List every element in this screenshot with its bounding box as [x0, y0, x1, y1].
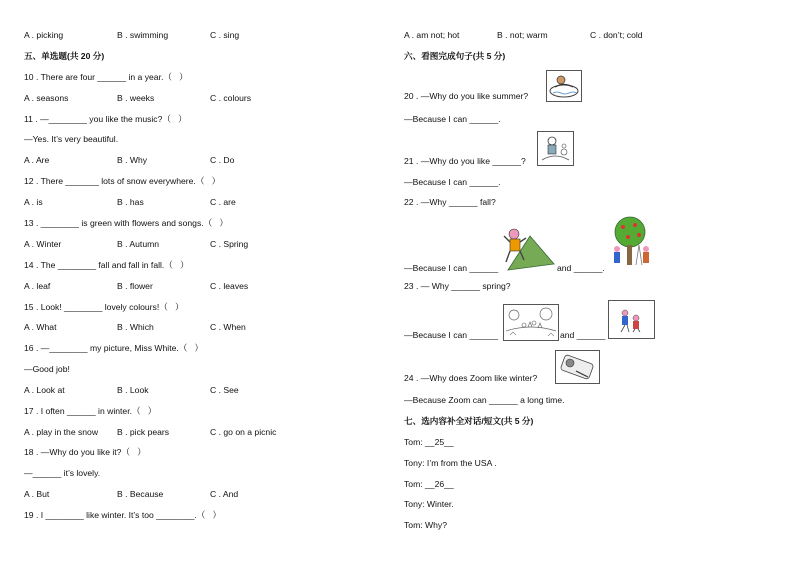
dialog-line: Tom: Why? — [404, 520, 447, 530]
q15-text: 15 . Look! ________ lovely colours!（ ） — [24, 302, 184, 312]
dialog-line: Tony: I’m from the USA . — [404, 458, 497, 468]
q12-option-a[interactable]: A . is — [24, 197, 43, 207]
q17-text: 17 . I often ______ in winter.（ ） — [24, 406, 157, 416]
q23-reply-and: and ______ — [560, 330, 606, 340]
climbing-picture — [500, 224, 556, 272]
dialog-line: Tony: Winter. — [404, 499, 454, 509]
q15-option-a[interactable]: A . What — [24, 322, 57, 332]
q18-text: 18 . —Why do you like it?（ ） — [24, 447, 146, 457]
section-7-heading: 七、选内容补全对话/短文(共 5 分) — [404, 416, 534, 426]
q16-text: 16 . —________ my picture, Miss White.（ ） — [24, 343, 204, 353]
q16-option-b[interactable]: B . Look — [117, 385, 149, 395]
section-5-heading: 五、单选题(共 20 分) — [24, 51, 105, 61]
q13-option-a[interactable]: A . Winter — [24, 239, 62, 249]
q21-text: 21 . —Why do you like ______? — [404, 156, 526, 166]
swimming-picture — [546, 70, 582, 102]
q18-reply: —______ it’s lovely. — [24, 468, 101, 478]
q20-text: 20 . —Why do you like summer? — [404, 91, 529, 101]
q24-reply: —Because Zoom can ______ a long time. — [404, 395, 565, 405]
q9-option-a[interactable]: A . picking — [24, 30, 64, 40]
q22-text: 22 . —Why ______ fall? — [404, 197, 496, 207]
dialog-line: Tom: __26__ — [404, 479, 454, 489]
spring-picnic-picture — [503, 304, 559, 341]
q19-option-c[interactable]: C . don’t; cold — [590, 30, 643, 40]
q11-reply: —Yes. It’s very beautiful. — [24, 134, 119, 144]
q9-option-c[interactable]: C . sing — [210, 30, 240, 40]
q10-text: 10 . There are four ______ in a year.（ ） — [24, 72, 188, 82]
q12-text: 12 . There _______ lots of snow everywhere.（ ） — [24, 176, 221, 186]
q21-reply: —Because I can ______. — [404, 177, 501, 187]
q14-text: 14 . The ________ fall and fall in fall.（ ） — [24, 260, 189, 270]
q14-option-c[interactable]: C . leaves — [210, 281, 249, 291]
q10-option-a[interactable]: A . seasons — [24, 93, 69, 103]
picking-apples-picture — [608, 215, 656, 270]
q18-option-a[interactable]: A . But — [24, 489, 50, 499]
q16-reply: —Good job! — [24, 364, 70, 374]
q10-option-b[interactable]: B . weeks — [117, 93, 155, 103]
section-6-heading: 六、看图完成句子(共 5 分) — [404, 51, 506, 61]
q15-option-c[interactable]: C . When — [210, 322, 246, 332]
q10-option-c[interactable]: C . colours — [210, 93, 252, 103]
q14-option-b[interactable]: B . flower — [117, 281, 153, 291]
q22-reply: —Because I can ______ — [404, 263, 499, 273]
q20-reply: —Because I can ______. — [404, 114, 501, 124]
q19-text: 19 . I ________ like winter. It’s too ________.（ ） — [24, 510, 222, 520]
q23-text: 23 . — Why ______ spring? — [404, 281, 511, 291]
skating-picture — [555, 350, 600, 384]
q13-option-c[interactable]: C . Spring — [210, 239, 249, 249]
q12-option-b[interactable]: B . has — [117, 197, 144, 207]
q18-option-c[interactable]: C . And — [210, 489, 239, 499]
q17-option-b[interactable]: B . pick pears — [117, 427, 170, 437]
q16-option-c[interactable]: C . See — [210, 385, 239, 395]
q9-option-b[interactable]: B . swimming — [117, 30, 169, 40]
q19-option-b[interactable]: B . not; warm — [497, 30, 548, 40]
q11-option-b[interactable]: B . Why — [117, 155, 148, 165]
q11-option-a[interactable]: A . Are — [24, 155, 50, 165]
q13-option-b[interactable]: B . Autumn — [117, 239, 160, 249]
q17-option-c[interactable]: C . go on a picnic — [210, 427, 277, 437]
q19-option-a[interactable]: A . am not; hot — [404, 30, 460, 40]
q12-option-c[interactable]: C . are — [210, 197, 236, 207]
q16-option-a[interactable]: A . Look at — [24, 385, 65, 395]
q22-reply-and: and ______. — [557, 263, 605, 273]
winter-picture — [537, 131, 574, 166]
q17-option-a[interactable]: A . play in the snow — [24, 427, 99, 437]
dialog-line: Tom: __25__ — [404, 437, 454, 447]
q14-option-a[interactable]: A . leaf — [24, 281, 51, 291]
spring-kite-picture — [608, 300, 655, 339]
q15-option-b[interactable]: B . Which — [117, 322, 154, 332]
q24-text: 24 . —Why does Zoom like winter? — [404, 373, 538, 383]
q11-option-c[interactable]: C . Do — [210, 155, 235, 165]
q18-option-b[interactable]: B . Because — [117, 489, 164, 499]
q23-reply: —Because I can ______ — [404, 330, 499, 340]
q13-text: 13 . ________ is green with flowers and songs.（ ） — [24, 218, 228, 228]
q11-text: 11 . —________ you like the music?（ ） — [24, 114, 187, 124]
